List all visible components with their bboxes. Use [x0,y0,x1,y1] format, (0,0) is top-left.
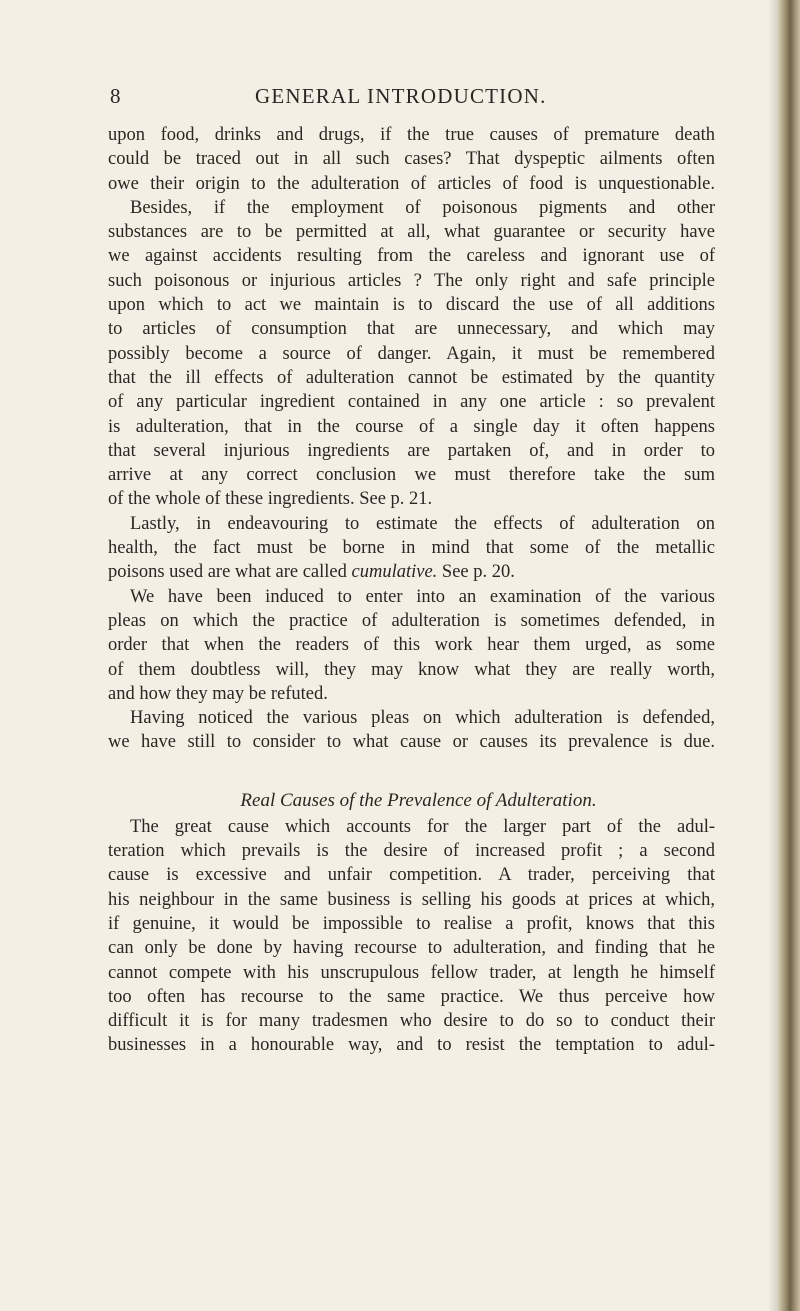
running-head: GENERAL INTRODUCTION. [255,84,547,108]
text-line: upon which to act we maintain is to discard the use of all additions [108,295,715,316]
section-gap [108,755,715,787]
text-line: possibly become a source of danger. Again, it must be remembered [108,343,715,364]
text-line: substances are to be permitted at all, what guarantee or security have [108,222,715,243]
text-line: too often has recourse to the same practice. We thus perceive how [108,986,715,1007]
text-line: arrive at any correct conclusion we must therefore take the sum [108,465,715,486]
book-spine [778,0,800,1311]
text-line: pleas on which the practice of adulteration is sometimes defended, in [108,610,715,631]
text-line: cause is excessive and unfair competition. A trader, perceiving that [108,865,715,886]
page-header [110,84,710,114]
text-line: teration which prevails is the desire of increased profit ; a second [108,841,715,862]
text-line: health, the fact must be borne in mind that some of the metallic [108,538,715,559]
text-line: could be traced out in all such cases? That dyspeptic ailments often [108,149,715,170]
text-line: The great cause which accounts for the larger part of the adul- [130,816,715,837]
section-heading: Real Causes of the Prevalence of Adulteration. [240,789,597,811]
text-line: his neighbour in the same business is selling his goods at prices at which, [108,889,715,910]
text-line: difficult it is for many tradesmen who desire to do so to conduct their [108,1011,715,1032]
text-line: we have still to consider to what cause or causes its prevalence is due. [108,732,715,753]
text-line: businesses in a honourable way, and to resist the temptation to adul- [108,1035,715,1056]
body-text [108,123,715,1058]
text-line: is adulteration, that in the course of a single day it often happens [108,416,715,437]
text-line: Lastly, in endeavouring to estimate the effects of adulteration on [130,513,715,534]
text-line: upon food, drinks and drugs, if the true causes of premature death [108,125,715,145]
text-line: such poisonous or injurious articles ? The only right and safe principle [108,270,715,291]
text-line: to articles of consumption that are unnecessary, and which may [108,319,715,340]
text-line: Besides, if the employment of poisonous pigments and other [130,197,715,218]
text-line: that several injurious ingredients are partaken of, and in order to [108,440,715,461]
text-line: if genuine, it would be impossible to realise a profit, knows that this [108,913,715,934]
emphasis-cumulative: cumulative. [351,562,438,583]
text-line: that the ill effects of adulteration cannot be estimated by the quantity [108,367,715,388]
text-fragment: poisons used are what are called [108,562,352,583]
text-line: and how they may be refuted. [108,683,328,704]
page-number: 8 [110,84,121,108]
text-line: of them doubtless will, they may know what they are really worth, [108,659,715,680]
text-line: We have been induced to enter into an examination of the various [130,586,715,607]
text-line: we against accidents resulting from the careless and ignorant use of [108,246,715,267]
text-line: can only be done by having recourse to adulteration, and finding that he [108,938,715,959]
text-line: cannot compete with his unscrupulous fellow trader, at length he himself [108,962,715,983]
text-line: Having noticed the various pleas on which adulteration is defended, [130,708,715,729]
text-line: owe their origin to the adulteration of articles of food is unquestionable. [108,173,715,194]
text-line: of the whole of these ingredients. See p. 21. [108,489,433,510]
text-line-cumulative [108,560,715,584]
text-line: order that when the readers of this work hear them urged, as some [108,635,715,656]
text-line: of any particular ingredient contained in any one article : so prevalent [108,392,715,413]
gutter-shadow [768,0,778,1311]
text-fragment: See p. 20. [437,562,515,583]
